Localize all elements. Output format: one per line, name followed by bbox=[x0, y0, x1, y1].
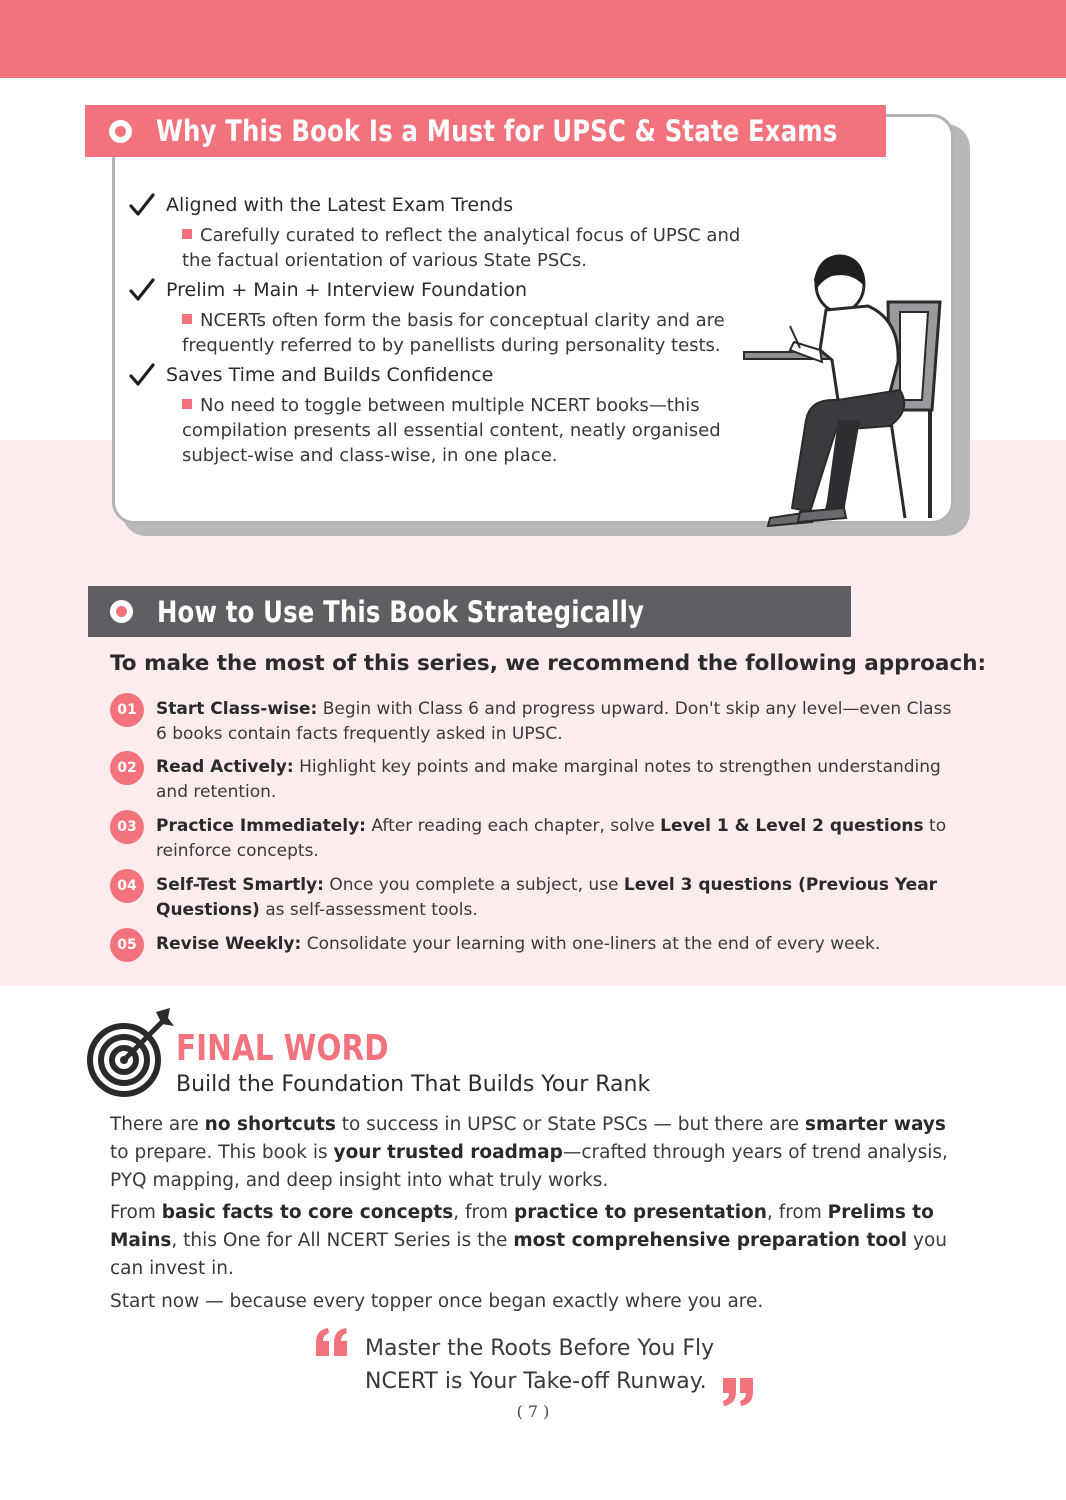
benefit-text: No need to toggle between multiple NCERT books—this compilation presents all essential content, neatly organised subject-wise and class-wise, in one place. bbox=[182, 395, 721, 466]
final-paragraph: There are no shortcuts to success in UPSC or State PSCs — but there are smarter ways to prepare. This book is your trusted roadmap—crafted through years of trend analysis, PYQ mapping, and deep insight into what truly works. bbox=[110, 1114, 948, 1191]
checkmark-icon bbox=[128, 361, 156, 389]
step-item: 04 Self-Test Smartly: Once you complete a subject, use Level 3 questions (Previous Year Questions) as self-assessment tools. bbox=[110, 873, 960, 923]
benefit-heading: Saves Time and Builds Confidence bbox=[166, 364, 494, 386]
target-arrow-icon bbox=[86, 1006, 178, 1098]
step-item: 05 Revise Weekly: Consolidate your learning with one-liners at the end of every week. bbox=[110, 932, 960, 962]
benefit-heading-row bbox=[128, 276, 527, 304]
final-paragraph: Start now — because every topper once began exactly where you are. bbox=[110, 1291, 764, 1312]
step-number-badge: 04 bbox=[110, 869, 144, 903]
step-number-badge: 02 bbox=[110, 751, 144, 785]
step-number-badge: 01 bbox=[110, 693, 144, 727]
step-number-badge: 05 bbox=[110, 928, 144, 962]
benefit-heading: Aligned with the Latest Exam Trends bbox=[166, 194, 514, 216]
benefit-heading-row bbox=[128, 361, 493, 389]
step-item: 01 Start Class-wise: Begin with Class 6 and progress upward. Don't skip any level—even Class 6 books contain facts frequently asked in UPSC. bbox=[110, 697, 960, 747]
final-paragraph: From basic facts to core concepts, from practice to presentation, from Prelims to Mains, this One for All NCERT Series is the most comprehensive preparation tool you can invest in. bbox=[110, 1202, 947, 1279]
quote-line: Master the Roots Before You Fly bbox=[365, 1336, 715, 1361]
benefit-text: NCERTs often form the basis for conceptual clarity and are frequently referred to by panellists during personality tests. bbox=[182, 310, 725, 356]
step-number-badge: 03 bbox=[110, 810, 144, 844]
section1-banner bbox=[85, 105, 886, 157]
square-bullet-icon bbox=[182, 229, 192, 239]
step-item: 03 Practice Immediately: After reading each chapter, solve Level 1 & Level 2 questions to reinforce concepts. bbox=[110, 814, 960, 864]
student-writing-illustration bbox=[740, 250, 955, 530]
checkmark-icon bbox=[128, 191, 156, 219]
benefit-text: Carefully curated to reflect the analytical focus of UPSC and the factual orientation of various State PSCs. bbox=[182, 225, 741, 271]
final-word-title: FINAL WORD bbox=[176, 1028, 389, 1069]
checkmark-icon bbox=[128, 276, 156, 304]
square-bullet-icon bbox=[182, 399, 192, 409]
step-item: 02 Read Actively: Highlight key points and make marginal notes to strengthen understanding and retention. bbox=[110, 755, 960, 805]
final-word-subtitle: Build the Foundation That Builds Your Rank bbox=[176, 1072, 651, 1097]
ring-bullet-icon bbox=[110, 600, 133, 623]
quote-line: NCERT is Your Take-off Runway. bbox=[365, 1369, 707, 1394]
section1-title: Why This Book Is a Must for UPSC & State Exams bbox=[156, 114, 838, 148]
top-color-band bbox=[0, 0, 1066, 78]
ring-bullet-icon bbox=[109, 120, 132, 143]
page-number: ( 7 ) bbox=[516, 1402, 550, 1421]
section2-title: How to Use This Book Strategically bbox=[157, 594, 645, 629]
open-quote-icon bbox=[314, 1326, 350, 1358]
benefit-heading: Prelim + Main + Interview Foundation bbox=[166, 279, 528, 301]
benefit-heading-row bbox=[128, 191, 513, 219]
square-bullet-icon bbox=[182, 314, 192, 324]
approach-intro: To make the most of this series, we recommend the following approach: bbox=[110, 651, 987, 676]
section2-banner bbox=[88, 586, 851, 637]
